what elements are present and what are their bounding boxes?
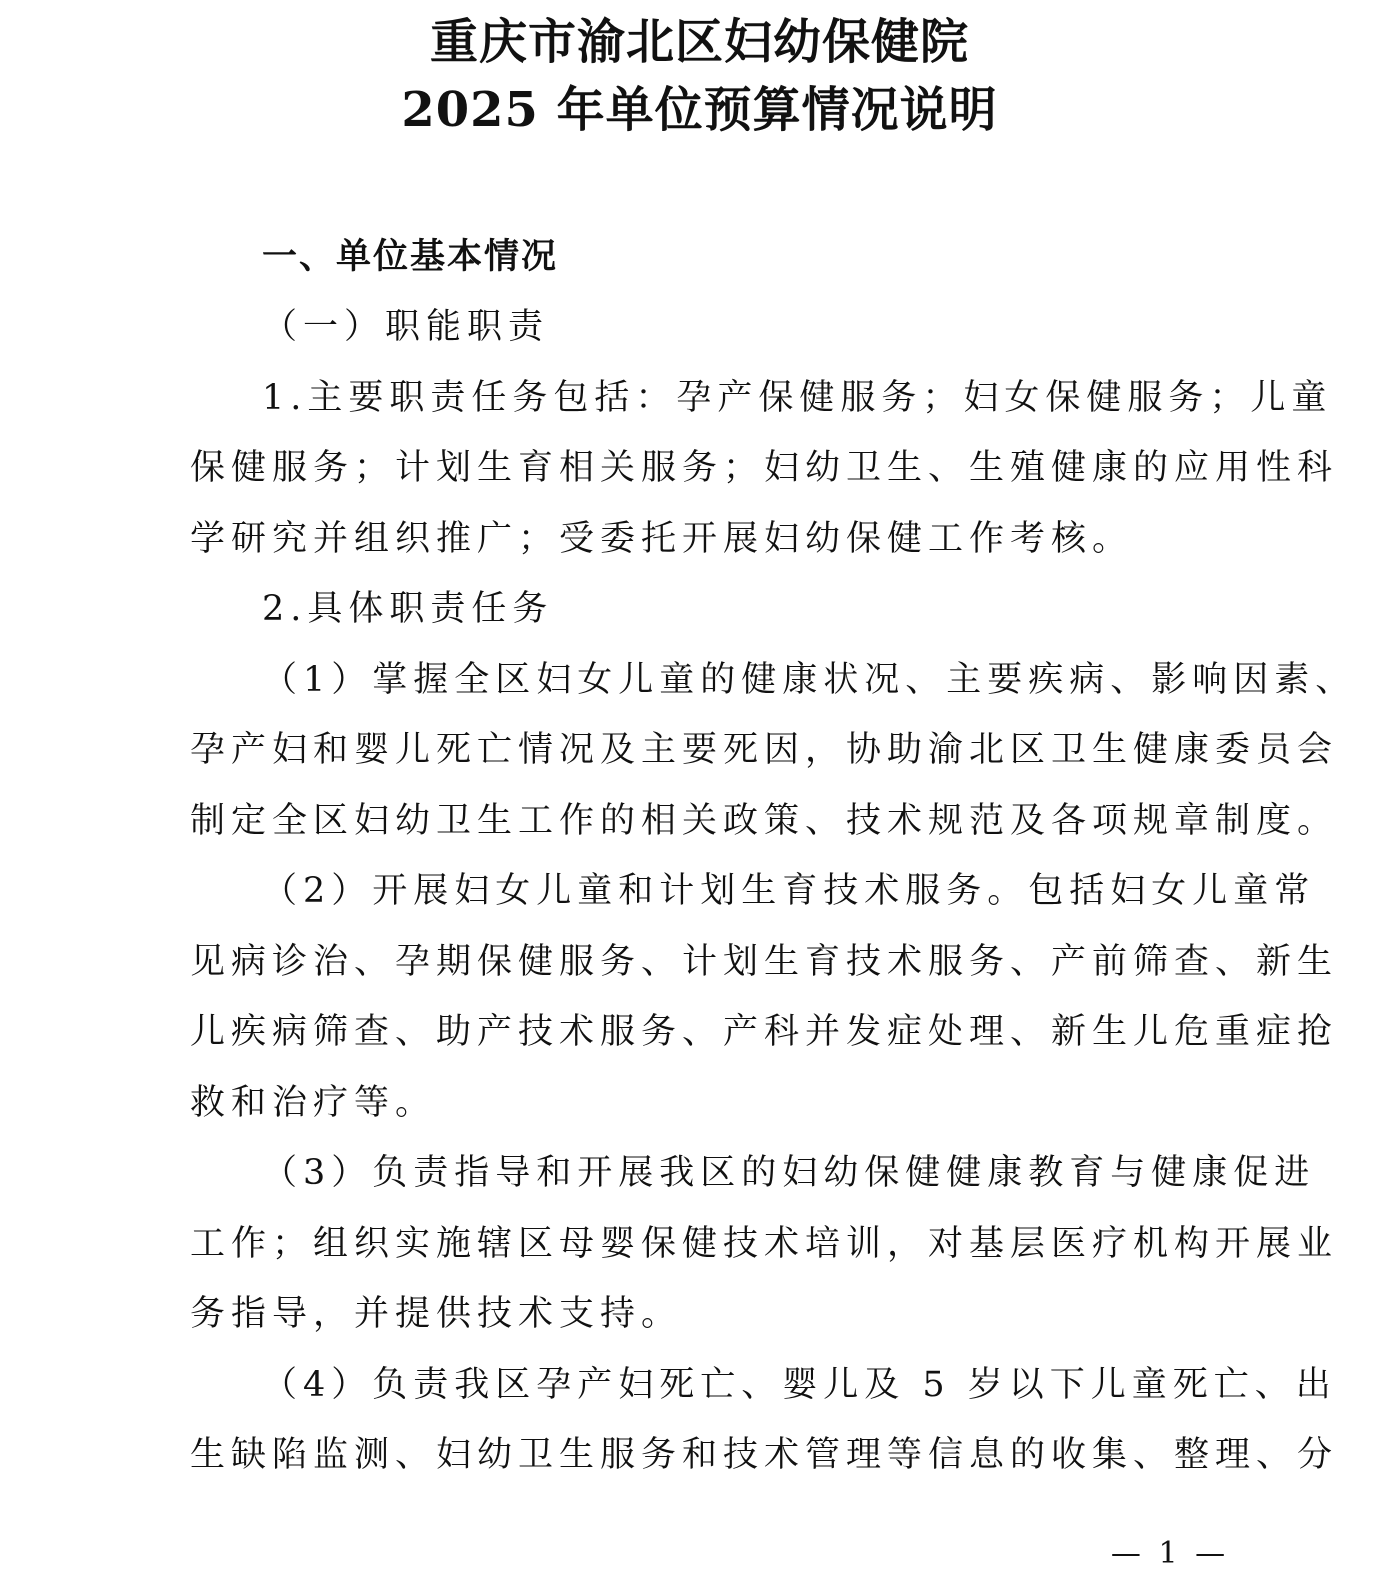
paragraph-line: （4）负责我区孕产妇死亡、婴儿及 5 岁以下儿童死亡、出 bbox=[262, 1365, 1337, 1405]
paragraph-line: （3）负责指导和开展我区的妇幼保健健康教育与健康促进 bbox=[262, 1153, 1316, 1193]
paragraph-line: 见病诊治、孕期保健服务、计划生育技术服务、产前筛查、新生 bbox=[190, 942, 1339, 982]
paragraph-line: 制定全区妇幼卫生工作的相关政策、技术规范及各项规章制度。 bbox=[190, 801, 1339, 841]
paragraph-line: 救和治疗等。 bbox=[190, 1083, 437, 1123]
paragraph-line: 学研究并组织推广；受委托开展妇幼保健工作考核。 bbox=[190, 519, 1134, 559]
paragraph-line: 孕产妇和婴儿死亡情况及主要死因，协助渝北区卫生健康委员会 bbox=[190, 730, 1339, 770]
paragraph-line: （2）开展妇女儿童和计划生育技术服务。包括妇女儿童常 bbox=[262, 871, 1316, 911]
page-number: — 1 — bbox=[1110, 1536, 1230, 1571]
paragraph-line: 生缺陷监测、妇幼卫生服务和技术管理等信息的收集、整理、分 bbox=[190, 1435, 1339, 1475]
paragraph-line: 务指导，并提供技术支持。 bbox=[190, 1294, 683, 1334]
paragraph-line: 工作；组织实施辖区母婴保健技术培训，对基层医疗机构开展业 bbox=[190, 1224, 1339, 1264]
paragraph-line: （1）掌握全区妇女儿童的健康状况、主要疾病、影响因素、 bbox=[262, 660, 1357, 700]
paragraph-line: 1.主要职责任务包括：孕产保健服务；妇女保健服务；儿童 bbox=[262, 378, 1333, 418]
paragraph-line: 儿疾病筛查、助产技术服务、产科并发症处理、新生儿危重症抢 bbox=[190, 1012, 1339, 1052]
subsection-heading: （一）职能职责 bbox=[262, 307, 550, 347]
paragraph-line: 保健服务；计划生育相关服务；妇幼卫生、生殖健康的应用性科 bbox=[190, 448, 1339, 488]
document-title-line-2: 2025 年单位预算情况说明 bbox=[401, 82, 998, 138]
document-title-line-1: 重庆市渝北区妇幼保健院 bbox=[429, 14, 969, 70]
paragraph-line: 2.具体职责任务 bbox=[262, 589, 554, 629]
section-heading: 一、单位基本情况 bbox=[262, 237, 559, 277]
